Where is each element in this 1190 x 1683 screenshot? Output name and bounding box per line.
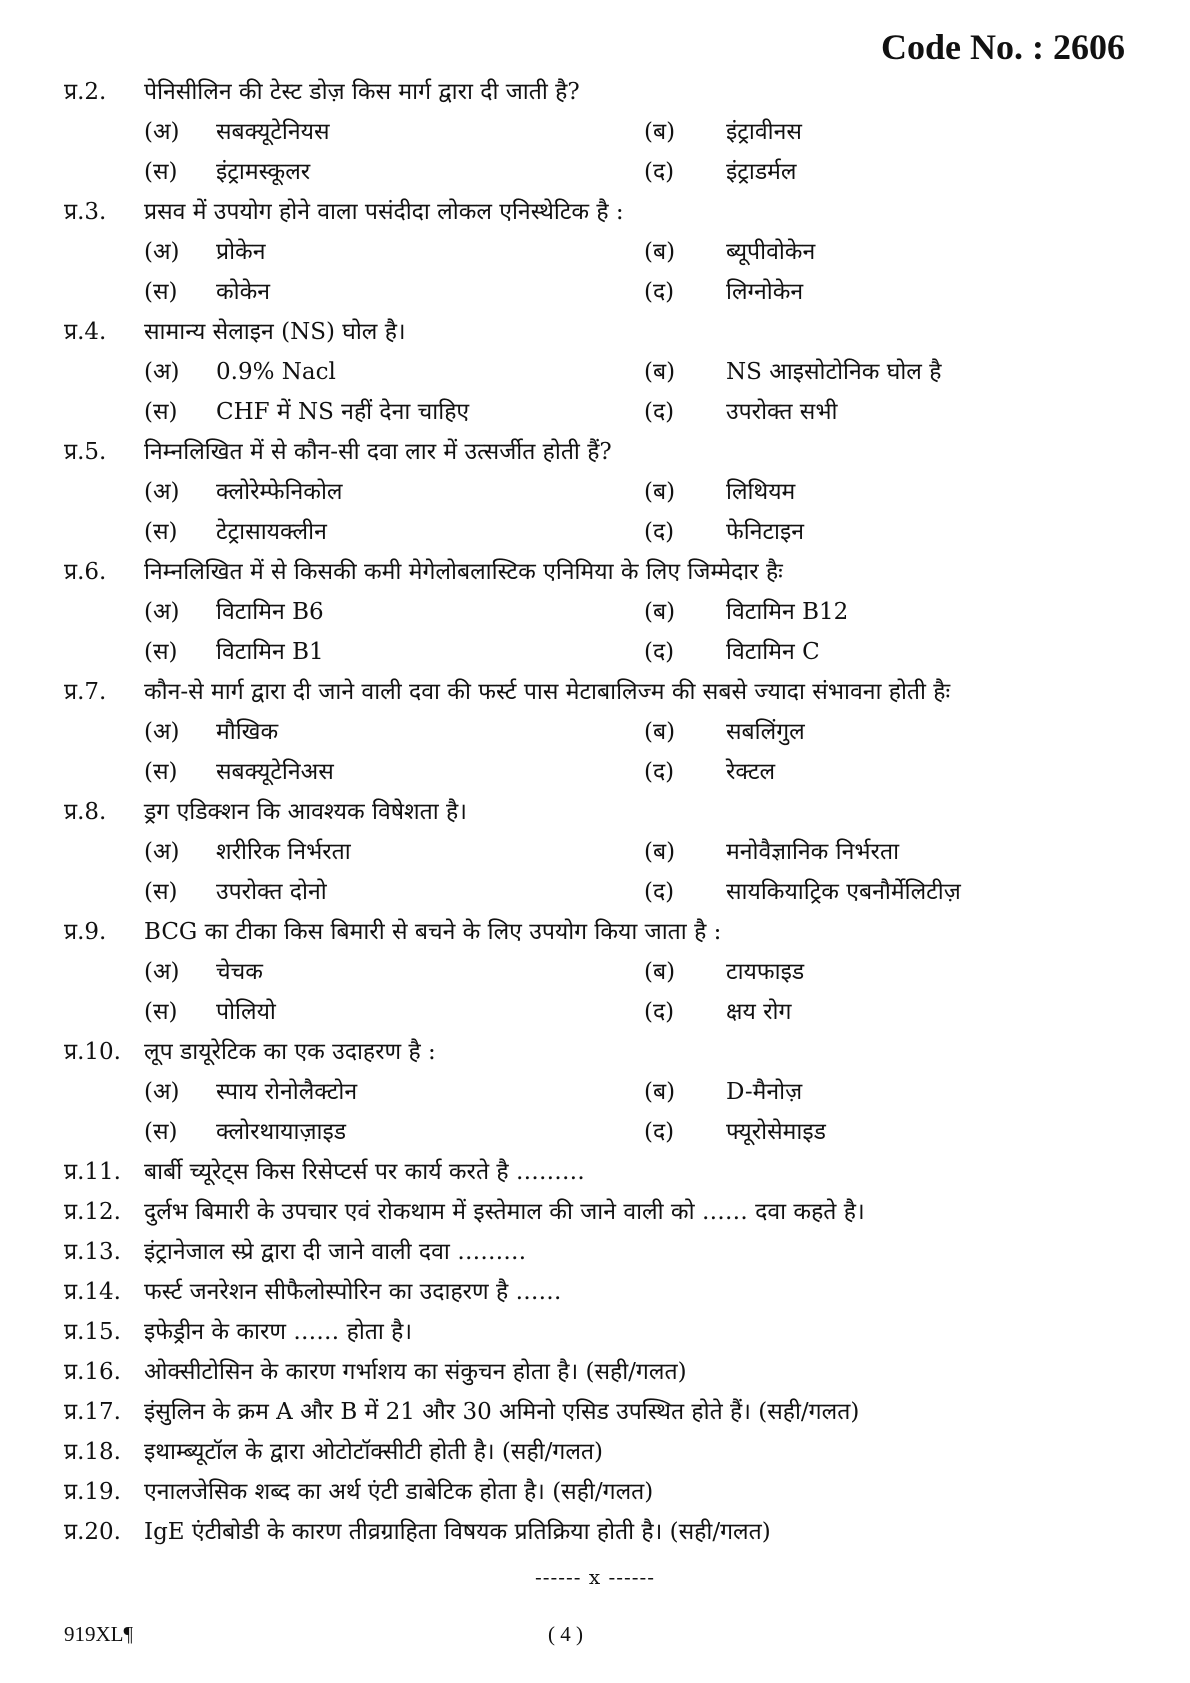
option-label: (अ) [144,239,180,265]
option-label: (द) [644,399,675,425]
question [64,192,1134,232]
option-label: (स) [144,279,178,305]
option-text: उपरोक्त दोनो [216,879,327,905]
question-list [64,72,1134,1552]
question-number: प्र.13. [64,1239,121,1265]
question-text: फर्स्ट जनरेशन सीफैलोस्पोरिन का उदाहरण है …… [144,1279,562,1305]
option-text: D-मैनोज़ [726,1079,803,1105]
option-row [64,352,1134,392]
option-label: (द) [644,999,675,1025]
question-number: प्र.4. [64,319,107,345]
question-text: इंसुलिन के क्रम A और B में 21 और 30 अमिनो एसिड उपस्थित होते हैं। (सही/गलत) [144,1399,860,1425]
option-text: मनोवैज्ञानिक निर्भरता [726,839,900,865]
option-text: फ्यूरोसेमाइड [726,1119,826,1145]
option-row [64,992,1134,1032]
question [64,1472,1134,1512]
option-label: (ब) [644,119,676,145]
question-number: प्र.14. [64,1279,121,1305]
option-label: (द) [644,759,675,785]
question-text: कौन-से मार्ग द्वारा दी जाने वाली दवा की फर्स्ट पास मेटाबालिज्म की सबसे ज्यादा संभावना होती हैः [144,679,951,705]
option-label: (अ) [144,479,180,505]
question [64,792,1134,832]
option-text: प्रोकेन [216,239,266,265]
option-label: (ब) [644,719,676,745]
option-text: स्पाय रोनोलैक्टोन [216,1079,358,1105]
code-number: Code No. : 2606 [881,27,1125,67]
question-text: ड्रग एडिक्शन कि आवश्यक विषेशता है। [144,799,467,825]
option-label: (स) [144,399,178,425]
question-text: प्रसव में उपयोग होने वाला पसंदीदा लोकल एनिस्थेटिक है : [144,199,624,225]
option-row [64,152,1134,192]
footer-code: 919XL¶ [64,1622,134,1646]
option-text: इंट्राडर्मल [726,159,797,185]
question-text: दुर्लभ बिमारी के उपचार एवं रोकथाम में इस्तेमाल की जाने वाली को …… दवा कहते है। [144,1199,865,1225]
question-number: प्र.2. [64,79,107,105]
option-label: (ब) [644,359,676,385]
option-row [64,952,1134,992]
option-label: (द) [644,639,675,665]
option-label: (द) [644,279,675,305]
option-label: (द) [644,159,675,185]
option-label: (स) [144,639,178,665]
option-row [64,872,1134,912]
question-number: प्र.18. [64,1439,121,1465]
question-number: प्र.12. [64,1199,121,1225]
question-text: लूप डायूरेटिक का एक उदाहरण है : [144,1039,436,1065]
option-label: (अ) [144,719,180,745]
question-text: IgE एंटीबोडी के कारण तीव्रग्राहिता विषयक प्रतिक्रिया होती है। (सही/गलत) [144,1519,771,1545]
option-text: मौखिक [216,719,279,745]
option-label: (द) [644,519,675,545]
question-text: ओक्सीटोसिन के कारण गर्भाशय का संकुचन होता है। (सही/गलत) [144,1359,687,1385]
option-row [64,752,1134,792]
page-number: ( 4 ) [548,1622,583,1646]
option-label: (स) [144,879,178,905]
question [64,552,1134,592]
question [64,312,1134,352]
option-label: (अ) [144,359,180,385]
option-row [64,232,1134,272]
question-number: प्र.16. [64,1359,121,1385]
option-label: (ब) [644,479,676,505]
question-number: प्र.19. [64,1479,121,1505]
option-label: (अ) [144,839,180,865]
question-number: प्र.20. [64,1519,121,1545]
question-text: बार्बी च्यूरेट्स किस रिसेप्टर्स पर कार्य करते है ……… [144,1159,585,1185]
option-text: सबक्यूटेनियस [216,119,330,145]
question [64,1432,1134,1472]
option-row [64,392,1134,432]
question-text: BCG का टीका किस बिमारी से बचने के लिए उपयोग किया जाता है : [144,919,722,945]
option-label: (स) [144,759,178,785]
question [64,1192,1134,1232]
question-number: प्र.11. [64,1159,121,1185]
option-text: टायफाइड [726,959,805,985]
question-text: सामान्य सेलाइन (NS) घोल है। [144,319,406,345]
option-text: फेनिटाइन [726,519,805,545]
option-label: (ब) [644,599,676,625]
question [64,432,1134,472]
option-row [64,592,1134,632]
option-text: CHF में NS नहीं देना चाहिए [216,399,470,425]
question-number: प्र.7. [64,679,107,705]
question-text: निम्नलिखित में से कौन-सी दवा लार में उत्सर्जीत होती हैं? [144,439,612,465]
question-text: इफेड्रीन के कारण …… होता है। [144,1319,413,1345]
option-text: कोकेन [216,279,271,305]
option-label: (स) [144,519,178,545]
option-text: पोलियो [216,999,276,1025]
option-label: (स) [144,1119,178,1145]
option-label: (स) [144,159,178,185]
question-text: एनालजेसिक शब्द का अर्थ एंटी डाबेटिक होता है। (सही/गलत) [144,1479,654,1505]
option-row [64,472,1134,512]
option-text: लिग्नोकेन [726,279,804,305]
question-number: प्र.5. [64,439,107,465]
option-row [64,512,1134,552]
option-text: इंट्रावीनस [726,119,802,145]
option-label: (अ) [144,119,180,145]
question [64,1392,1134,1432]
option-text: क्षय रोग [726,999,792,1025]
question-number: प्र.17. [64,1399,121,1425]
question-number: प्र.6. [64,559,107,585]
question-number: प्र.8. [64,799,107,825]
question [64,1272,1134,1312]
option-text: NS आइसोटोनिक घोल है [726,359,942,385]
option-text: उपरोक्त सभी [726,399,838,425]
option-text: 0.9% Nacl [216,359,336,385]
question-number: प्र.9. [64,919,107,945]
question [64,672,1134,712]
question-text: इंट्रानेजाल स्प्रे द्वारा दी जाने वाली दवा ……… [144,1239,527,1265]
option-label: (स) [144,999,178,1025]
option-label: (ब) [644,239,676,265]
question-number: प्र.3. [64,199,107,225]
option-text: ब्यूपीवोकेन [726,239,816,265]
option-text: टेट्रासायक्लीन [216,519,327,545]
question [64,1032,1134,1072]
option-text: सायकियाट्रिक एबनौर्मेलिटीज़ [726,879,961,905]
option-row [64,272,1134,312]
option-text: विटामिन B12 [726,599,849,625]
option-row [64,112,1134,152]
option-text: इंट्रामस्कूलर [216,159,311,185]
option-text: सबलिंगुल [726,719,805,745]
option-label: (ब) [644,959,676,985]
end-marker: ------ x ------ [534,1565,656,1589]
option-text: विटामिन C [726,639,820,665]
option-text: शरीरिक निर्भरता [216,839,351,865]
option-label: (द) [644,879,675,905]
question-number: प्र.15. [64,1319,121,1345]
option-text: लिथियम [726,479,796,505]
question [64,1312,1134,1352]
question [64,1512,1134,1552]
option-text: सबक्यूटेनिअस [216,759,334,785]
option-row [64,1112,1134,1152]
question [64,912,1134,952]
option-text: क्लोरेम्फेनिकोल [216,479,343,505]
option-text: रेक्टल [726,759,776,785]
option-row [64,632,1134,672]
option-text: विटामिन B6 [216,599,324,625]
option-text: विटामिन B1 [216,639,324,665]
option-text: क्लोरथायाज़ाइड [216,1119,347,1145]
option-label: (अ) [144,959,180,985]
question [64,72,1134,112]
option-label: (ब) [644,1079,676,1105]
option-text: चेचक [216,959,263,985]
option-row [64,712,1134,752]
question-text: पेनिसीलिन की टेस्ट डोज़ किस मार्ग द्वारा दी जाती है? [144,79,580,105]
option-label: (द) [644,1119,675,1145]
option-row [64,832,1134,872]
option-label: (अ) [144,1079,180,1105]
question [64,1232,1134,1272]
question [64,1152,1134,1192]
option-row [64,1072,1134,1112]
question-text: निम्नलिखित में से किसकी कमी मेगेलोबलास्टिक एनिमिया के लिए जिम्मेदार हैः [144,559,783,585]
question [64,1352,1134,1392]
question-text: इथाम्ब्यूटॉल के द्वारा ओटोटॉक्सीटी होती है। (सही/गलत) [144,1439,603,1465]
option-label: (अ) [144,599,180,625]
option-label: (ब) [644,839,676,865]
question-number: प्र.10. [64,1039,121,1065]
